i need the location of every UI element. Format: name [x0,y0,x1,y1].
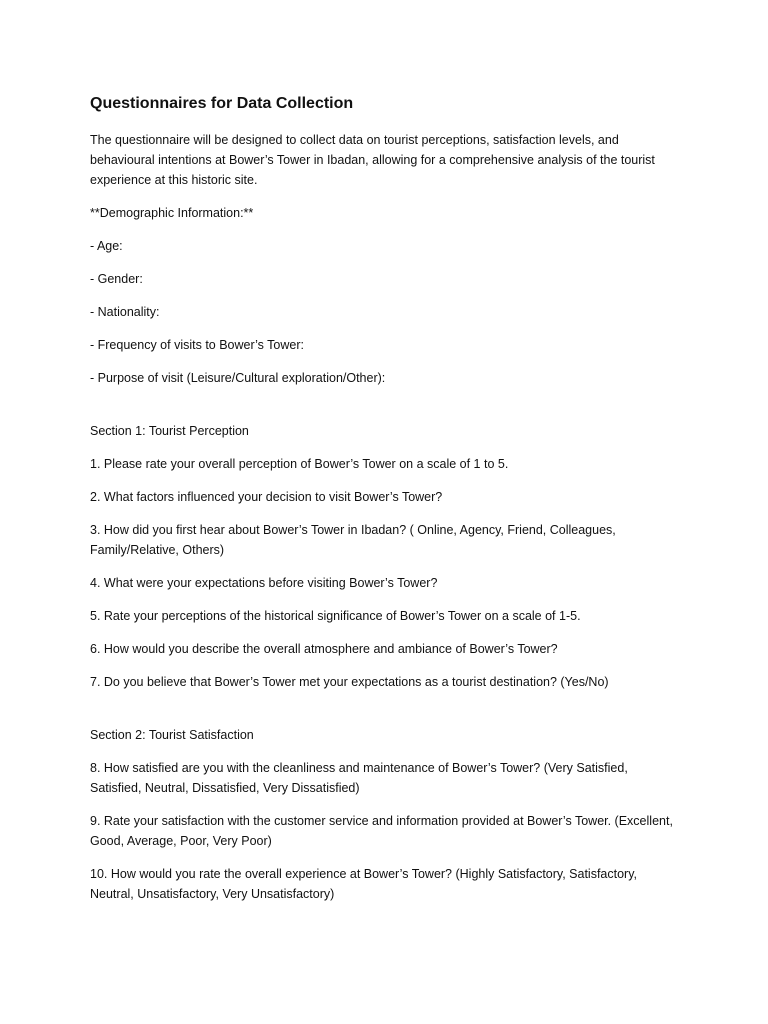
demographic-item-purpose: - Purpose of visit (Leisure/Cultural exploration/Other): [90,371,386,385]
question-7: 7. Do you believe that Bower’s Tower met your expectations as a tourist destination? (Yes/No) [90,675,609,689]
question-9: 9. Rate your satisfaction with the customer service and information provided at Bower’s Tower. (Excellent, Good, Average, Poor, Very Poor) [90,814,673,848]
question-2: 2. What factors influenced your decision to visit Bower’s Tower? [90,490,443,504]
demographic-item-nationality: - Nationality: [90,305,160,319]
section2-heading: Section 2: Tourist Satisfaction [90,728,254,742]
question-3: 3. How did you first hear about Bower’s Tower in Ibadan? ( Online, Agency, Friend, Colleagues, Family/Relative, Others) [90,523,616,557]
demographics-heading: **Demographic Information:** [90,206,254,220]
question-6: 6. How would you describe the overall atmosphere and ambiance of Bower’s Tower? [90,642,558,656]
demographic-item-frequency: - Frequency of visits to Bower’s Tower: [90,338,304,352]
question-8: 8. How satisfied are you with the cleanliness and maintenance of Bower’s Tower? (Very Satisfied, Satisfied, Neutral, Dissatisfied, Very Dissatisfied) [90,761,628,795]
intro-paragraph: The questionnaire will be designed to collect data on tourist perceptions, satisfaction levels, and behavioural intentions at Bower’s Tower in Ibadan, allowing for a comprehensive analysis of the tourist experience at this historic site. [90,133,655,187]
question-1: 1. Please rate your overall perception of Bower’s Tower on a scale of 1 to 5. [90,457,509,471]
question-4: 4. What were your expectations before visiting Bower’s Tower? [90,576,438,590]
section1-heading: Section 1: Tourist Perception [90,424,249,438]
document-title: Questionnaires for Data Collection [90,95,354,112]
document-body [90,94,680,917]
demographic-item-gender: - Gender: [90,272,143,286]
question-10: 10. How would you rate the overall experience at Bower’s Tower? (Highly Satisfactory, Satisfactory, Neutral, Unsatisfactory, Very Unsatisfactory) [90,867,638,901]
demographic-item-age: - Age: [90,239,123,253]
question-5: 5. Rate your perceptions of the historical significance of Bower’s Tower on a scale of 1-5. [90,609,581,623]
section-spacer [90,705,680,725]
section-spacer [90,401,680,421]
